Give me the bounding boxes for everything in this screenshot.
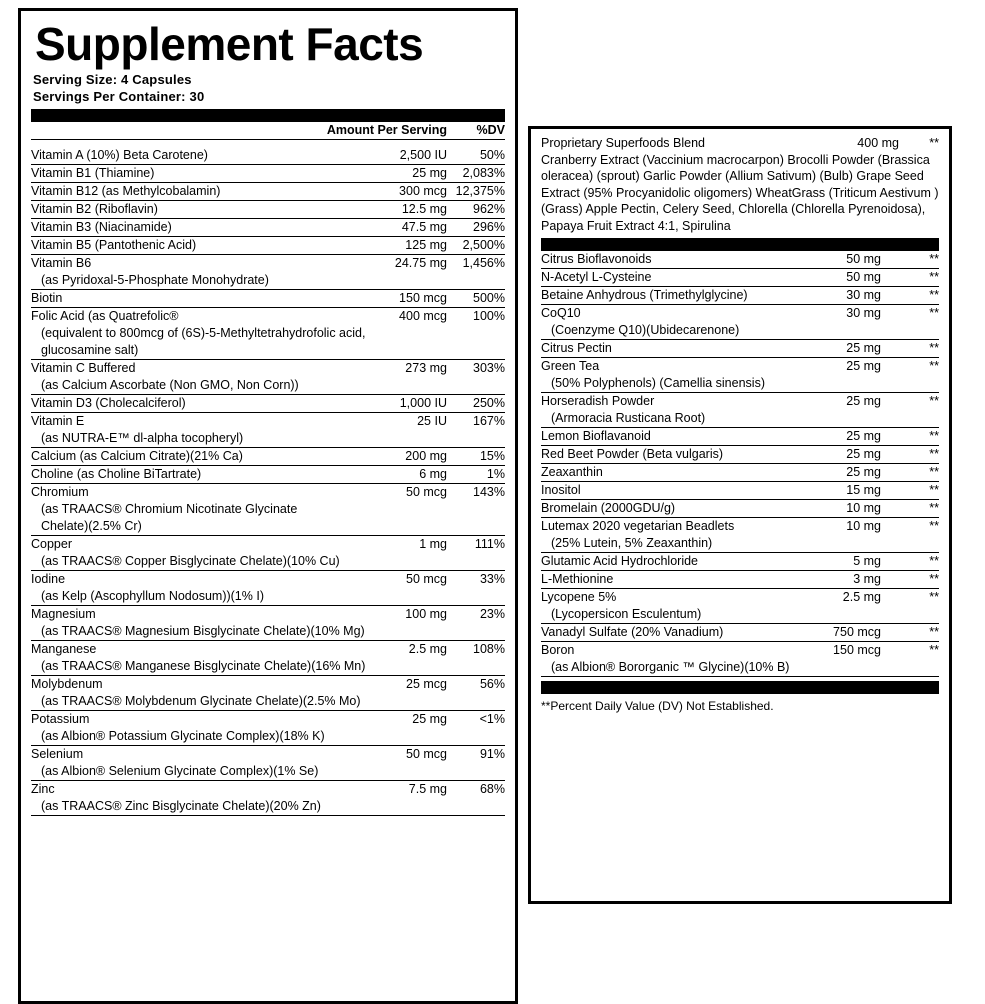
page-title: Supplement Facts xyxy=(35,18,424,70)
ingredient-subtext: (25% Lutein, 5% Zeaxanthin) xyxy=(541,535,939,553)
ingredient-amount: 300 mcg xyxy=(296,183,447,201)
ingredient-name: Zinc xyxy=(31,782,55,796)
table-row xyxy=(541,287,939,305)
ingredient-dv: ** xyxy=(881,428,939,446)
ingredient-dv: 962% xyxy=(447,201,505,219)
ingredient-dv: 23% xyxy=(479,607,505,621)
ingredient-name: Red Beet Powder (Beta vulgaris) xyxy=(541,446,817,464)
proprietary-blend-amount: 400 mg xyxy=(857,136,899,150)
ingredient-amount: 150 mcg xyxy=(296,290,447,308)
ingredient-amount: 25 mg xyxy=(817,464,881,482)
proprietary-blend-block xyxy=(541,135,939,234)
ingredient-amount: 1 mg xyxy=(419,537,447,551)
nutrient-table xyxy=(31,122,505,816)
table-row xyxy=(31,746,505,764)
table-row xyxy=(31,641,505,659)
ingredient-name: Glutamic Acid Hydrochloride xyxy=(541,553,817,571)
ingredient-subtext: (50% Polyphenols) (Camellia sinensis) xyxy=(541,375,939,393)
table-row-subtext xyxy=(541,535,939,553)
ingredient-subtext: (Armoracia Rusticana Root) xyxy=(541,410,939,428)
ingredient-amount: 25 mg xyxy=(412,712,447,726)
ingredient-amount: 25 mg xyxy=(817,428,881,446)
table-row-subtext xyxy=(31,377,505,395)
ingredient-amount: 3 mg xyxy=(817,571,881,589)
ingredient-dv: 2,500% xyxy=(447,237,505,255)
ingredient-amount: 25 mg xyxy=(817,340,881,358)
divider-thick-top xyxy=(31,109,505,122)
ingredient-subtext: (as TRAACS® Chromium Nicotinate Glycinate xyxy=(41,502,298,516)
ingredient-dv: ** xyxy=(881,624,939,642)
ingredient-subtext: (as Albion® Potassium Glycinate Complex)(18% K) xyxy=(31,728,505,746)
ingredient-name: Horseradish Powder xyxy=(541,394,655,408)
ingredient-amount: 25 IU xyxy=(417,414,447,428)
supplement-facts-panel-right xyxy=(528,126,952,904)
ingredient-subtext: (as TRAACS® Copper Bisglycinate Chelate)(10% Cu) xyxy=(31,553,505,571)
ingredient-dv: ** xyxy=(929,643,939,657)
ingredient-subtext: (as NUTRA-E™ dl-alpha tocopheryl) xyxy=(31,430,505,448)
ingredient-name: Lycopene 5% xyxy=(541,590,617,604)
table-row xyxy=(541,589,939,607)
ingredient-amount: 25 mg xyxy=(846,359,881,373)
table-row xyxy=(31,290,505,308)
serving-size: Serving Size: 4 Capsules xyxy=(33,72,192,87)
ingredient-name: N-Acetyl L-Cysteine xyxy=(541,269,817,287)
ingredient-dv: 500% xyxy=(447,290,505,308)
ingredient-amount: 25 mg xyxy=(296,165,447,183)
ingredient-dv: 50% xyxy=(447,147,505,165)
ingredient-name: Vitamin B6 xyxy=(31,256,92,270)
ingredient-subtext: (Coenzyme Q10)(Ubidecarenone) xyxy=(541,322,939,340)
ingredient-dv: 296% xyxy=(447,219,505,237)
table-row xyxy=(541,642,939,660)
ingredient-dv: 91% xyxy=(479,747,505,761)
ingredient-amount: 10 mg xyxy=(817,500,881,518)
ingredient-name: Bromelain (2000GDU/g) xyxy=(541,500,817,518)
ingredient-name: Molybdenum xyxy=(31,677,103,691)
table-row xyxy=(541,482,939,500)
ingredient-dv: ** xyxy=(881,553,939,571)
ingredient-dv: <1% xyxy=(479,712,505,726)
table-row-subtext xyxy=(31,342,505,360)
table-header-row xyxy=(31,122,505,140)
table-row-subtext xyxy=(31,728,505,746)
table-row-subtext xyxy=(541,659,939,677)
ingredient-dv: 100% xyxy=(473,309,505,323)
ingredient-subtext: (as TRAACS® Molybdenum Glycinate Chelate)(2.5% Mo) xyxy=(31,693,505,711)
ingredient-dv: 33% xyxy=(479,572,505,586)
table-row-subtext xyxy=(31,763,505,781)
ingredient-name: Iodine xyxy=(31,572,66,586)
ingredient-dv: 68% xyxy=(479,782,505,796)
table-row-subtext xyxy=(31,325,505,342)
ingredient-name: Copper xyxy=(31,537,72,551)
ingredient-name: L-Methionine xyxy=(541,571,817,589)
ingredient-amount: 25 mg xyxy=(846,394,881,408)
ingredient-name: Vitamin B5 (Pantothenic Acid) xyxy=(31,237,296,255)
ingredient-amount: 50 mg xyxy=(817,269,881,287)
ingredient-subtext: (as Calcium Ascorbate (Non GMO, Non Corn)) xyxy=(31,377,505,395)
ingredient-name: Vitamin B1 (Thiamine) xyxy=(31,165,296,183)
ingredient-dv: ** xyxy=(929,394,939,408)
ingredient-amount: 50 mcg xyxy=(406,485,447,499)
ingredient-amount: 750 mcg xyxy=(817,624,881,642)
ingredient-subtext: (Lycopersicon Esculentum) xyxy=(541,606,939,624)
dv-footnote: **Percent Daily Value (DV) Not Established. xyxy=(541,699,774,713)
table-row xyxy=(31,781,505,799)
ingredient-name: Lutemax 2020 vegetarian Beadlets xyxy=(541,519,735,533)
table-row-subtext xyxy=(31,553,505,571)
ingredient-amount: 400 mcg xyxy=(399,309,447,323)
ingredient-dv: ** xyxy=(881,571,939,589)
ingredient-amount: 24.75 mg xyxy=(394,256,447,270)
ingredient-name: Vitamin B3 (Niacinamide) xyxy=(31,219,296,237)
ingredient-dv: ** xyxy=(881,464,939,482)
ingredient-amount: 200 mg xyxy=(296,448,447,466)
ingredient-amount: 15 mg xyxy=(817,482,881,500)
table-row xyxy=(541,464,939,482)
table-row xyxy=(31,676,505,694)
ingredient-amount: 1,000 IU xyxy=(296,395,447,413)
table-row xyxy=(31,165,505,183)
table-row xyxy=(541,518,939,536)
ingredient-amount: 25 mg xyxy=(817,446,881,464)
ingredient-dv: 56% xyxy=(479,677,505,691)
table-row-subtext xyxy=(31,430,505,448)
ingredient-amount: 2.5 mg xyxy=(842,590,881,604)
ingredient-name: Vanadyl Sulfate (20% Vanadium) xyxy=(541,624,817,642)
ingredient-dv: 111% xyxy=(474,537,505,551)
ingredient-dv: 15% xyxy=(447,448,505,466)
ingredient-subtext: (as Albion® Bororganic ™ Glycine)(10% B) xyxy=(541,659,939,677)
ingredient-name: Citrus Pectin xyxy=(541,340,817,358)
proprietary-blend-ingredients: Cranberry Extract (Vaccinium macrocarpon) Brocolli Powder (Brassica oleracea) (sprout) Garlic Powder (Allium Sativum) (Bulb) Grape Seed Extract (95% Procyanidolic oligomers) WheatGrass (Triticum Aestivum ) (Grass) Apple Pectin, Celery Seed, Chlorella (Chlorella Pyrenoidosa), Papaya Fruit Extract 4:1, Spirulina xyxy=(541,152,939,233)
divider-thick-mid xyxy=(541,238,939,251)
table-row xyxy=(31,237,505,255)
table-row-subtext xyxy=(31,272,505,290)
ingredient-name: Folic Acid (as Quatrefolic® xyxy=(31,309,179,323)
ingredient-dv: 2,083% xyxy=(447,165,505,183)
table-row-subtext xyxy=(31,623,505,641)
ingredient-name: Calcium (as Calcium Citrate)(21% Ca) xyxy=(31,448,296,466)
table-row xyxy=(541,340,939,358)
table-row xyxy=(541,446,939,464)
ingredient-subtext: (as Albion® Selenium Glycinate Complex)(1% Se) xyxy=(31,763,505,781)
ingredient-subtext: (as TRAACS® Zinc Bisglycinate Chelate)(20% Zn) xyxy=(31,798,505,816)
ingredient-dv: ** xyxy=(881,446,939,464)
ingredient-name: Vitamin B12 (as Methylcobalamin) xyxy=(31,183,296,201)
table-row xyxy=(541,305,939,323)
ingredient-name: Vitamin C Buffered xyxy=(31,361,136,375)
table-row-subtext xyxy=(541,606,939,624)
ingredient-name: Citrus Bioflavonoids xyxy=(541,251,817,269)
table-row xyxy=(541,358,939,376)
ingredient-name: Chromium xyxy=(31,485,89,499)
table-row xyxy=(31,183,505,201)
table-row xyxy=(541,571,939,589)
ingredient-amount: 50 mcg xyxy=(406,572,447,586)
column-header-amount: Amount Per Serving xyxy=(296,122,447,140)
ingredient-amount: 6 mg xyxy=(296,466,447,484)
proprietary-blend-name: Proprietary Superfoods Blend xyxy=(541,136,705,150)
ingredient-amount: 5 mg xyxy=(817,553,881,571)
ingredient-dv: ** xyxy=(881,500,939,518)
ingredient-dv: ** xyxy=(881,340,939,358)
table-row xyxy=(31,606,505,624)
ingredient-amount: 50 mcg xyxy=(406,747,447,761)
ingredient-name: Green Tea xyxy=(541,359,600,373)
table-row xyxy=(31,484,505,502)
table-row xyxy=(31,360,505,378)
ingredient-dv: ** xyxy=(881,251,939,269)
table-row xyxy=(31,711,505,729)
ingredient-amount: 7.5 mg xyxy=(408,782,447,796)
table-row xyxy=(541,269,939,287)
table-row xyxy=(31,466,505,484)
ingredient-dv: 12,375% xyxy=(447,183,505,201)
ingredient-name: Biotin xyxy=(31,290,296,308)
ingredient-name: Selenium xyxy=(31,747,84,761)
table-row-subtext xyxy=(31,588,505,606)
ingredient-amount: 2,500 IU xyxy=(296,147,447,165)
ingredient-amount: 2.5 mg xyxy=(408,642,447,656)
table-row xyxy=(31,219,505,237)
ingredient-amount: 50 mg xyxy=(817,251,881,269)
table-row xyxy=(541,251,939,269)
ingredient-name: CoQ10 xyxy=(541,306,581,320)
ingredient-amount: 47.5 mg xyxy=(296,219,447,237)
table-row xyxy=(541,393,939,411)
ingredient-name: Magnesium xyxy=(31,607,96,621)
ingredient-name: Betaine Anhydrous (Trimethylglycine) xyxy=(541,287,817,305)
ingredient-name: Boron xyxy=(541,643,575,657)
ingredient-amount: 25 mcg xyxy=(406,677,447,691)
table-row xyxy=(541,428,939,446)
ingredient-amount: 273 mg xyxy=(405,361,447,375)
table-row xyxy=(31,413,505,431)
ingredient-amount: 100 mg xyxy=(405,607,447,621)
ingredient-amount: 12.5 mg xyxy=(296,201,447,219)
ingredient-name: Vitamin A (10%) Beta Carotene) xyxy=(31,147,296,165)
servings-per-container: Servings Per Container: 30 xyxy=(33,89,205,104)
divider-thick-bottom xyxy=(541,681,939,694)
table-row xyxy=(31,201,505,219)
table-row-subtext xyxy=(31,693,505,711)
table-row xyxy=(541,500,939,518)
ingredient-subtext: glucosamine salt) xyxy=(31,342,505,360)
ingredient-dv: 143% xyxy=(473,485,505,499)
other-ingredients-table xyxy=(541,251,939,677)
table-row-subtext xyxy=(31,518,505,536)
ingredient-amount: 30 mg xyxy=(817,287,881,305)
ingredient-name: Zeaxanthin xyxy=(541,464,817,482)
table-row xyxy=(31,255,505,273)
table-row-subtext xyxy=(31,658,505,676)
ingredient-name: Manganese xyxy=(31,642,97,656)
ingredient-name: Inositol xyxy=(541,482,817,500)
ingredient-amount: 150 mcg xyxy=(833,643,881,657)
ingredient-subtext: Chelate)(2.5% Cr) xyxy=(31,518,505,536)
ingredient-amount: 30 mg xyxy=(846,306,881,320)
ingredient-name: Vitamin B2 (Riboflavin) xyxy=(31,201,296,219)
ingredient-subtext: (as TRAACS® Manganese Bisglycinate Chelate)(16% Mn) xyxy=(31,658,505,676)
table-row xyxy=(31,147,505,165)
ingredient-dv: 1,456% xyxy=(462,256,505,270)
table-row-subtext xyxy=(31,501,505,518)
table-row-subtext xyxy=(31,798,505,816)
ingredient-subtext: (as Pyridoxal-5-Phosphate Monohydrate) xyxy=(31,272,505,290)
ingredient-dv: ** xyxy=(929,519,939,533)
table-row xyxy=(31,448,505,466)
ingredient-amount: 125 mg xyxy=(296,237,447,255)
table-row xyxy=(31,395,505,413)
ingredient-dv: ** xyxy=(929,306,939,320)
table-row xyxy=(541,624,939,642)
supplement-facts-panel-left xyxy=(18,8,518,1004)
ingredient-amount: 10 mg xyxy=(846,519,881,533)
ingredient-dv: 167% xyxy=(473,414,505,428)
proprietary-blend-dv: ** xyxy=(929,136,939,150)
ingredient-subtext: (as Kelp (Ascophyllum Nodosum))(1% I) xyxy=(31,588,505,606)
column-header-dv: %DV xyxy=(447,122,505,140)
table-row xyxy=(31,571,505,589)
table-row-subtext xyxy=(541,322,939,340)
ingredient-name: Choline (as Choline BiTartrate) xyxy=(31,466,296,484)
ingredient-dv: ** xyxy=(929,590,939,604)
ingredient-name: Lemon Bioflavanoid xyxy=(541,428,817,446)
ingredient-name: Vitamin D3 (Cholecalciferol) xyxy=(31,395,296,413)
ingredient-dv: 303% xyxy=(473,361,505,375)
ingredient-name: Potassium xyxy=(31,712,90,726)
table-row-subtext xyxy=(541,375,939,393)
ingredient-dv: ** xyxy=(881,482,939,500)
ingredient-dv: ** xyxy=(929,359,939,373)
table-row xyxy=(31,308,505,326)
ingredient-subtext: (equivalent to 800mcg of (6S)-5-Methyltetrahydrofolic acid, xyxy=(41,326,366,340)
table-row-subtext xyxy=(541,410,939,428)
ingredient-dv: 1% xyxy=(447,466,505,484)
ingredient-dv: ** xyxy=(881,269,939,287)
table-row xyxy=(541,553,939,571)
proprietary-blend-row xyxy=(541,135,939,152)
table-row xyxy=(31,536,505,554)
ingredient-dv: 250% xyxy=(447,395,505,413)
ingredient-dv: 108% xyxy=(473,642,505,656)
ingredient-name: Vitamin E xyxy=(31,414,85,428)
ingredient-dv: ** xyxy=(881,287,939,305)
ingredient-subtext: (as TRAACS® Magnesium Bisglycinate Chelate)(10% Mg) xyxy=(31,623,505,641)
